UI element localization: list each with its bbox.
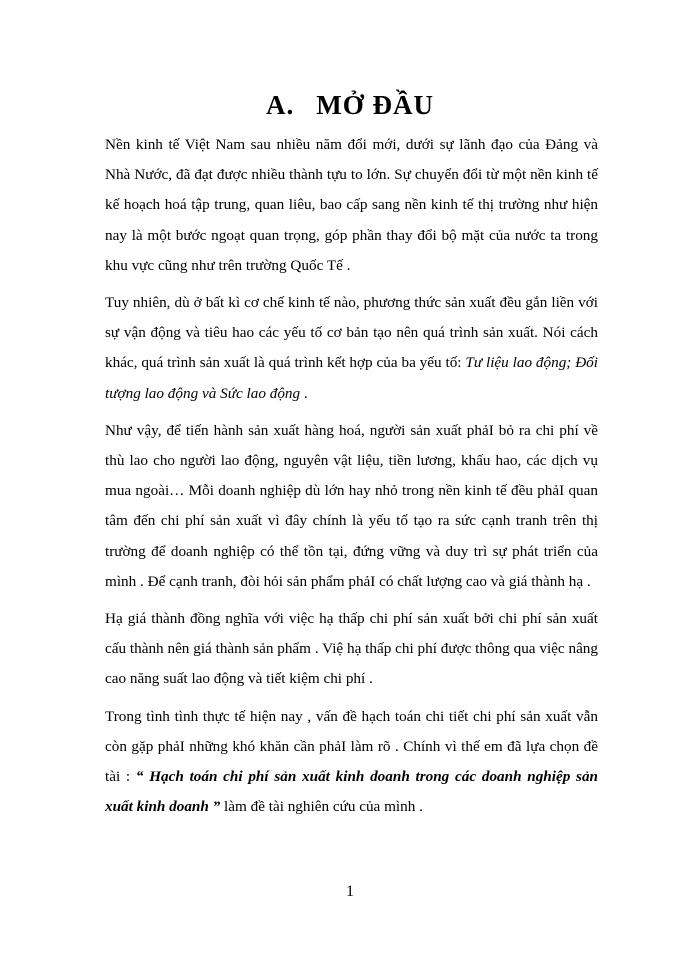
section-heading [0,90,700,121]
paragraph-5-end: làm đề tài nghiên cứu của mình . [220,798,423,816]
paragraph-2 [105,288,598,409]
paragraph-2-emphasis: Tư liệu lao động; Đối tượng lao động và Sức lao động [105,354,598,402]
paragraph-4: Hạ giá thành đồng nghĩa với việc hạ thấp chi phí sản xuất bởi chi phí sản xuất cấu thành nên giá thành sản phẩm . Việ hạ thấp chi phí được thông qua việc nâng cao năng suất lao động và tiết kiệm chi phí . [105,610,598,688]
paragraph-2-text: Tuy nhiên, dù ở bất kì cơ chế kinh tế nào, phương thức sản xuất đều gắn liền với sự vận động và tiêu hao các yếu tố cơ bản tạo nên quá trình sản xuất. Nói cách khác, quá trình sản xuất là quá trình kết hợp của ba yếu tố: [105,294,598,372]
paragraph-1: Nền kinh tế Việt Nam sau nhiều năm đổi mới, dưới sự lãnh đạo của Đảng và Nhà Nước, đã đạt được nhiều thành tựu to lớn. Sự chuyển đổi từ một nền kinh tế kế hoạch hoá tập trung, quan liêu, bao cấp sang nền kinh tế thị trường như hiện nay là một bước ngoạt quan trọng, góp phần thay đổi bộ mặt của nước ta trong khu vực cũng như trên trường Quốc Tế . [105,136,598,274]
paragraph-5-text: Trong tình tình thực tế hiện nay , vấn đề hạch toán chi tiết chi phí sản xuất vẫn còn gặp phảI những khó khăn cần phảI làm rõ . Chính vì thế em đã lựa chọn đề tài : [105,707,598,786]
body-text [105,130,598,822]
paragraph-3: Như vậy, để tiến hành sản xuất hàng hoá, người sản xuất phảI bỏ ra chi phí về thù lao cho người lao động, nguyên vật liệu, tiền lương, khấu hao, các dịch vụ mua ngoài… Mỗi doanh nghiệp dù lớn hay nhỏ trong nền kinh tế đều phảI quan tâm đến chi phí sản xuất vì đây chính là yếu tố tạo ra sức cạnh tranh trên thị trường để doanh nghiệp có thể tồn tại, đứng vững và duy trì sự phát triển của mình . Để cạnh tranh, đòi hỏi sản phẩm phảI có chất lượng cao và giá thành hạ . [105,421,598,590]
section-heading-text: MỞ ĐẦU [316,90,434,120]
paragraph-5 [105,702,598,823]
page-number: 1 [346,883,354,900]
thesis-topic-title: “ Hạch toán chi phí sản xuất kinh doanh trong các doanh nghiệp sản xuất kinh doanh ” [105,768,599,816]
section-heading-number: A. [266,90,295,120]
paragraph-2-end: . [300,384,308,402]
